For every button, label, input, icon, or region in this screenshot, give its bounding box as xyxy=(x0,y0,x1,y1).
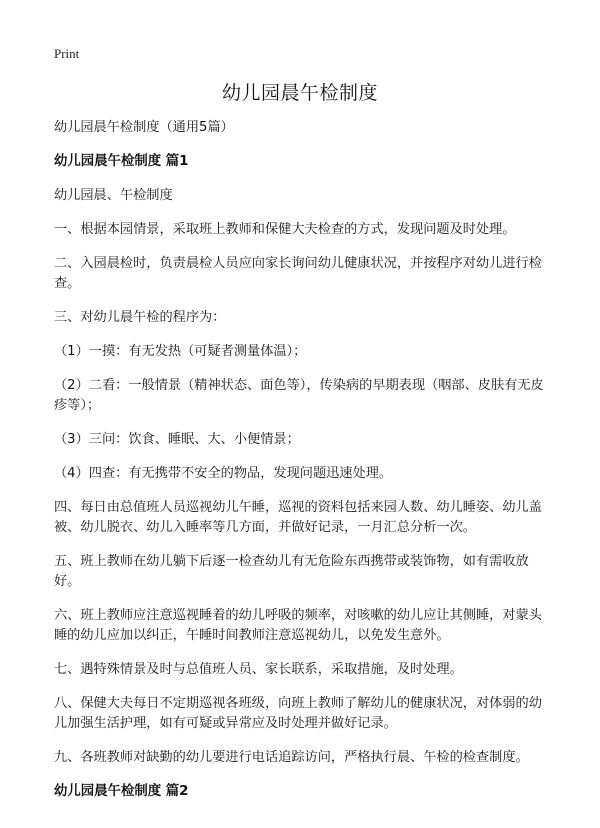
paragraph-7: 七、遇特殊情景及时与总值班人员、家长联系，采取措施，及时处理。 xyxy=(54,662,463,677)
paragraph-9: 九、各班教师对缺勤的幼儿要进行电话追踪访问，严格执行晨、午检的检查制度。 xyxy=(54,750,529,765)
paragraph-3-step-2: （2）二看：一般情景（精神状态、面色等），传染病的早期表现（咽部、皮肤有无皮疹等）； xyxy=(54,378,544,413)
paragraph-3: 三、对幼儿晨午检的程序为： xyxy=(54,310,226,325)
document-body xyxy=(54,118,548,816)
paragraph-8: 八、保健大夫每日不定期巡视各班级，向班上教师了解幼儿的健康状况，对体弱的幼儿加强生活护理，如有可疑或异常应及时处理并做好记录。 xyxy=(54,696,542,731)
paragraph-3-step-3: （3）三问：饮食、睡眠、大、小便情景； xyxy=(54,432,300,447)
paragraph-6: 六、班上教师应注意巡视睡着的幼儿呼吸的频率，对咳嗽的幼儿应让其侧睡，对蒙头睡的幼儿应加以纠正，午睡时间教师注意巡视幼儿，以免发生意外。 xyxy=(54,608,542,643)
paragraph-2: 二、入园晨检时，负责晨检人员应向家长询问幼儿健康状况，并按程序对幼儿进行检查。 xyxy=(54,256,542,291)
document-title: 幼儿园晨午检制度 xyxy=(221,82,378,104)
paragraph-5: 五、班上教师在幼儿躺下后逐一检查幼儿有无危险东西携带或装饰物，如有需收放好。 xyxy=(54,554,529,589)
section-heading-2: 幼儿园晨午检制度 篇2 xyxy=(54,784,189,799)
paragraph-4: 四、每日由总值班人员巡视幼儿午睡，巡视的资料包括来园人数、幼儿睡姿、幼儿盖被、幼儿脱衣、幼儿入睡率等几方面，并做好记录，一月汇总分析一次。 xyxy=(54,500,542,535)
paragraph-1: 一、根据本园情景，采取班上教师和保健大夫检查的方式，发现问题及时处理。 xyxy=(54,222,516,237)
paragraph-3-step-1: （1）一摸：有无发热（可疑者测量体温）； xyxy=(54,344,307,359)
section-heading-1: 幼儿园晨午检制度 篇1 xyxy=(54,154,189,169)
print-label: Print xyxy=(54,46,80,61)
section-intro: 幼儿园晨、午检制度 xyxy=(54,188,173,203)
paragraph-3-step-4: （4）四查：有无携带不安全的物品，发现问题迅速处理。 xyxy=(54,466,393,481)
document-subtitle: 幼儿园晨午检制度（通用5篇） xyxy=(54,120,234,135)
